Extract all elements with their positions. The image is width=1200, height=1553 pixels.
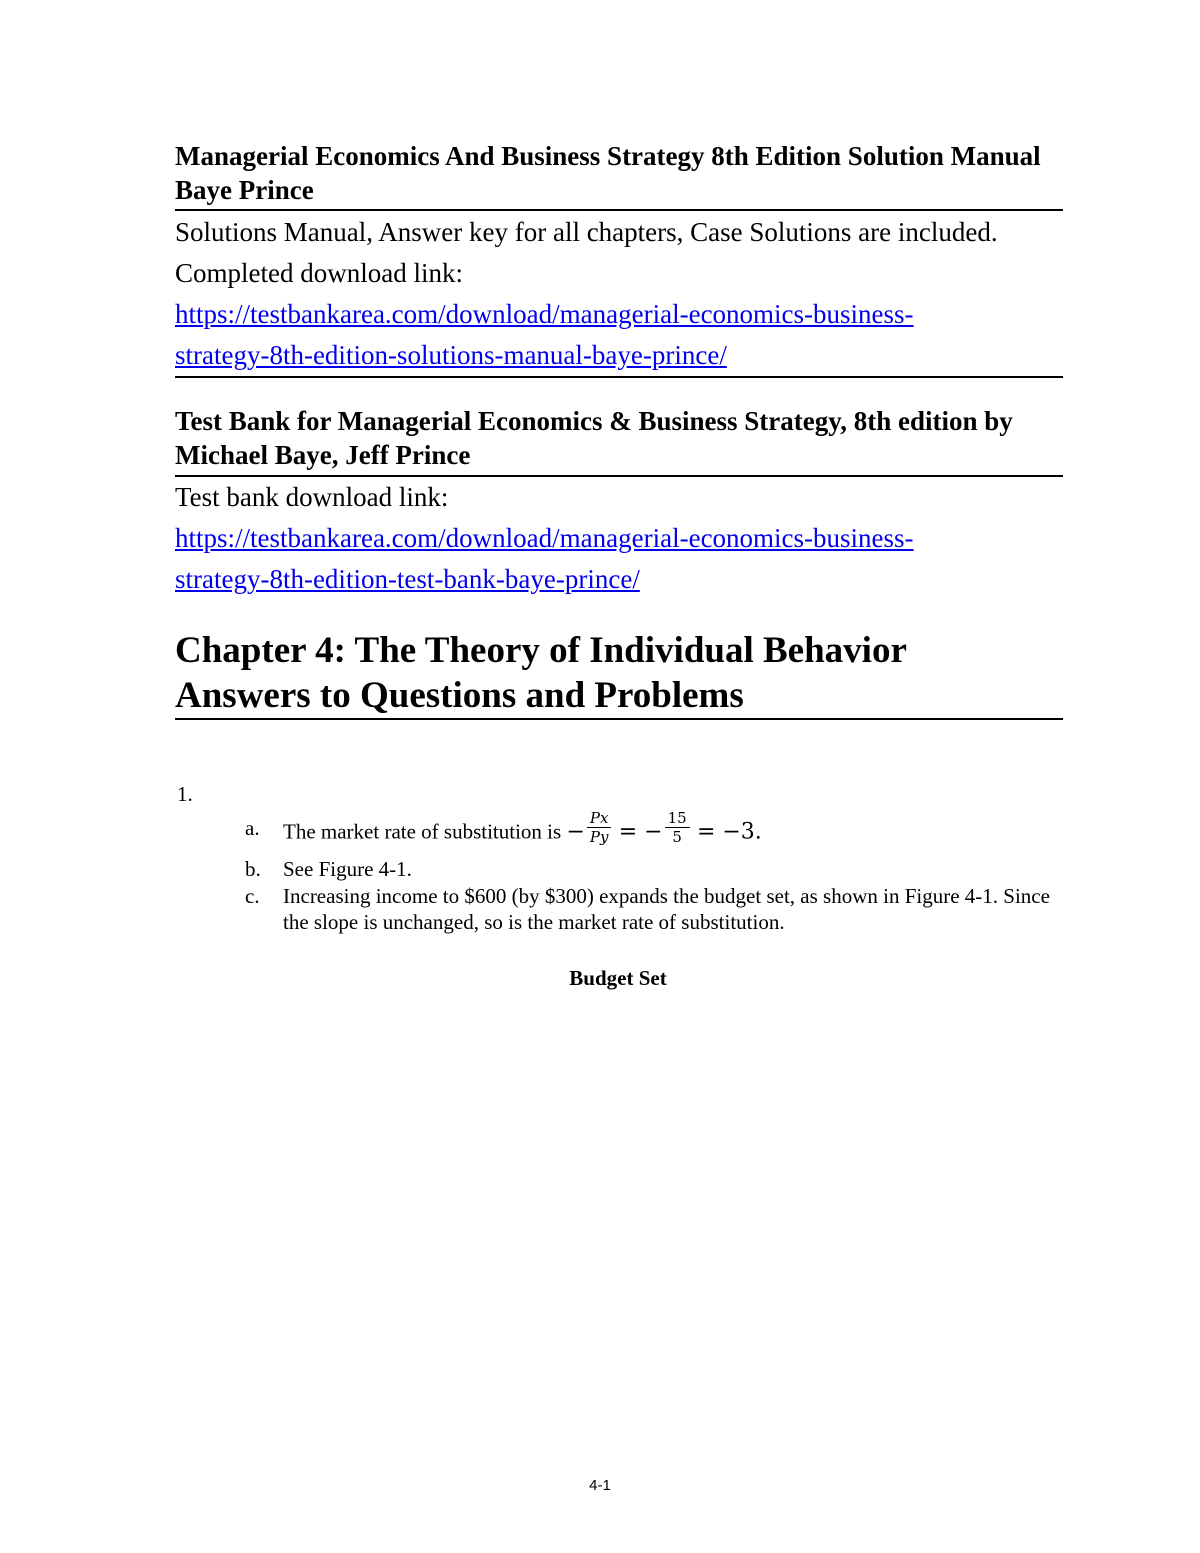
testbank-title: Test Bank for Managerial Economics & Business Strategy, 8th edition by Michael Baye, Jeff Prince xyxy=(175,406,1013,470)
solution-description: Solutions Manual, Answer key for all chapters, Case Solutions are included. Completed download link: xyxy=(175,217,998,288)
item-text xyxy=(283,809,1055,852)
testbank-link-line2[interactable]: strategy-8th-edition-test-bank-baye-prince/ xyxy=(175,564,640,594)
fraction-denominator: 5 xyxy=(672,828,682,846)
list-item xyxy=(245,809,1055,855)
page-number: 4-1 xyxy=(589,1477,611,1494)
item-letter: c. xyxy=(245,884,260,908)
item-text: Increasing income to $600 (by $300) expands the budget set, as shown in Figure 4-1. Since the slope is unchanged, so is the market rate of substitution. xyxy=(283,884,1050,934)
figure-caption: Budget Set xyxy=(569,966,667,990)
solution-section xyxy=(175,139,1063,207)
item-letter: b. xyxy=(245,857,261,881)
fraction-numerator: Px xyxy=(587,809,612,828)
solution-link-line2[interactable]: strategy-8th-edition-solutions-manual-baye-prince/ xyxy=(175,340,727,370)
chapter-heading xyxy=(175,628,1063,718)
testbank-download-link[interactable] xyxy=(175,518,1063,600)
testbank-section xyxy=(175,404,1063,472)
testbank-body xyxy=(175,477,1063,600)
chapter-title-line1: Chapter 4: The Theory of Individual Behavior xyxy=(175,630,907,671)
fraction-denominator: Py xyxy=(589,828,609,846)
formula-neg: − xyxy=(566,819,585,845)
solution-link-line1[interactable]: https://testbankarea.com/download/managerial-economics-business- xyxy=(175,299,914,329)
solution-title: Managerial Economics And Business Strategy 8th Edition Solution Manual Baye Prince xyxy=(175,141,1041,205)
divider xyxy=(175,209,1063,211)
divider xyxy=(175,376,1063,378)
question-number: 1. xyxy=(177,782,193,806)
item-letter: a. xyxy=(245,816,260,840)
price-ratio-fraction xyxy=(587,809,612,846)
testbank-link-line1[interactable]: https://testbankarea.com/download/managerial-economics-business- xyxy=(175,523,914,553)
fraction-numerator: 15 xyxy=(665,809,690,828)
divider xyxy=(175,718,1063,720)
formula-equals: = − xyxy=(618,819,663,845)
testbank-description: Test bank download link: xyxy=(175,482,449,512)
item-a-text: The market rate of substitution is xyxy=(283,819,562,844)
solution-body xyxy=(175,212,1063,376)
solution-download-link[interactable] xyxy=(175,294,1063,376)
chapter-title-line2: Answers to Questions and Problems xyxy=(175,675,744,716)
formula-result: = −3. xyxy=(696,819,762,845)
value-fraction xyxy=(665,809,690,846)
item-text: See Figure 4-1. xyxy=(283,857,412,881)
